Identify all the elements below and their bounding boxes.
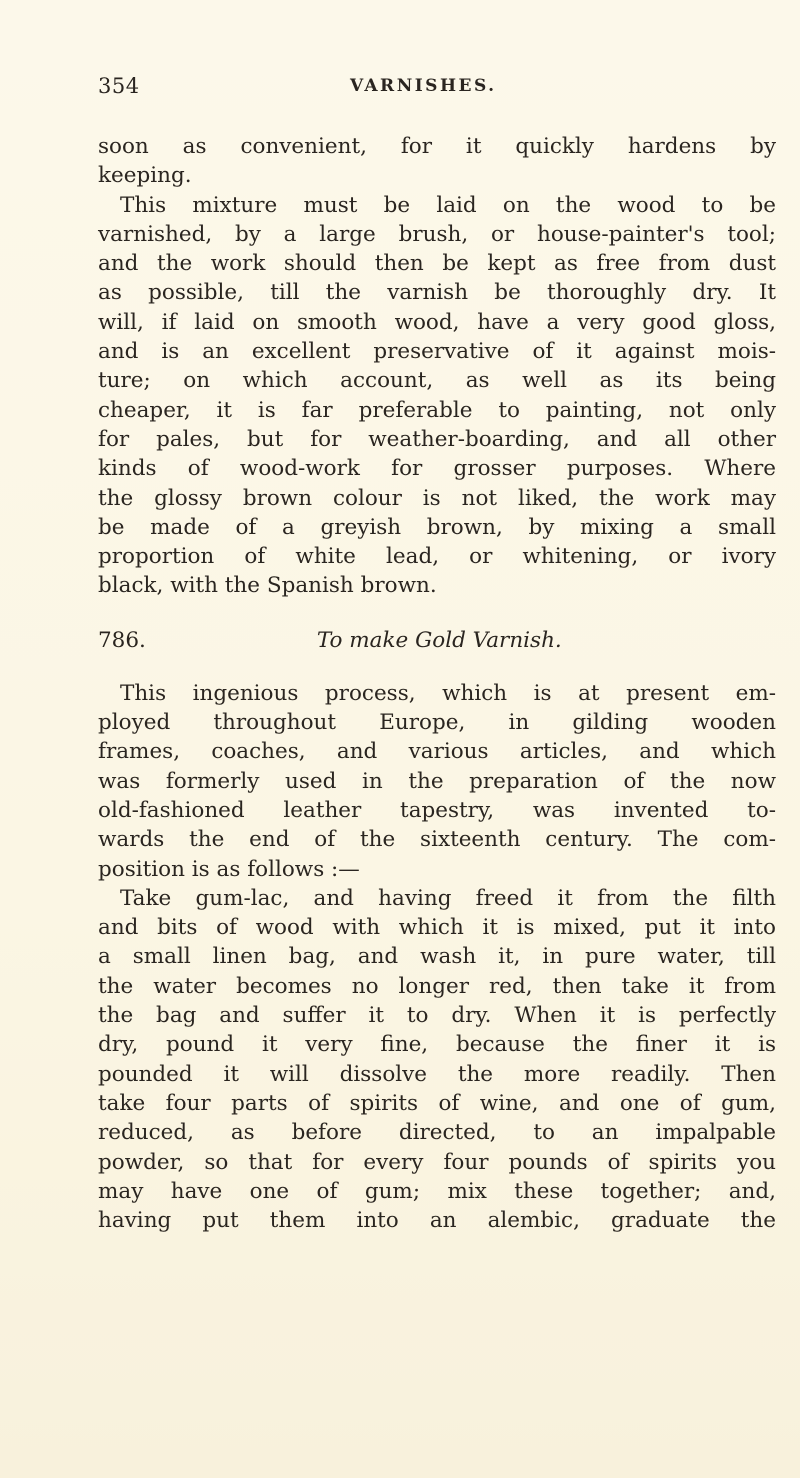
text-line: ture; on which account, as well as its being bbox=[98, 368, 776, 394]
text-line: kinds of wood-work for grosser purposes. Where bbox=[98, 456, 776, 482]
text-line: frames, coaches, and various articles, and which bbox=[98, 739, 776, 765]
text-line: and bits of wood with which it is mixed, put it into bbox=[98, 915, 776, 941]
text-line: ployed throughout Europe, in gilding wooden bbox=[98, 710, 776, 736]
text-line: may have one of gum; mix these together; and, bbox=[98, 1178, 776, 1204]
text-line: the bag and suffer it to dry. When it is perfectly bbox=[98, 1003, 776, 1029]
paragraph-intro bbox=[98, 679, 776, 884]
section-heading bbox=[98, 625, 776, 657]
spacer bbox=[98, 657, 776, 679]
text-line: the water becomes no longer red, then take it from bbox=[98, 973, 776, 999]
paragraph-continuation bbox=[98, 132, 776, 191]
paragraph-recipe bbox=[98, 884, 776, 1236]
text-line: proportion of white lead, or whitening, or ivory bbox=[98, 544, 776, 570]
paragraph-mixture bbox=[98, 191, 776, 601]
text-line: take four parts of spirits of wine, and one of gum, bbox=[98, 1090, 776, 1116]
text-line: Take gum-lac, and having freed it from the filth bbox=[120, 885, 776, 911]
text-line: pounded it will dissolve the more readily. Then bbox=[98, 1061, 776, 1087]
text-line: reduced, as before directed, to an impalpable bbox=[98, 1120, 776, 1146]
text-line: powder, so that for every four pounds of spirits you bbox=[98, 1149, 776, 1175]
text-line: having put them into an alembic, graduate the bbox=[98, 1208, 776, 1234]
text-line: This ingenious process, which is at present em- bbox=[120, 680, 776, 706]
text-line: position is as follows :— bbox=[98, 856, 360, 882]
text-line: the glossy brown colour is not liked, the work may bbox=[98, 485, 776, 511]
text-line: cheaper, it is far preferable to painting, not only bbox=[98, 397, 776, 423]
text-line: will, if laid on smooth wood, have a very good gloss, bbox=[98, 309, 776, 335]
text-line: black, with the Spanish brown. bbox=[98, 573, 437, 599]
running-title: VARNISHES. bbox=[350, 76, 497, 96]
text-line: dry, pound it very fine, because the finer it is bbox=[98, 1032, 776, 1058]
text-line: a small linen bag, and wash it, in pure water, till bbox=[98, 944, 776, 970]
spacer bbox=[98, 601, 776, 625]
text-line: soon as convenient, for it quickly hardens by bbox=[98, 134, 776, 159]
text-line: and the work should then be kept as free from dust bbox=[98, 251, 776, 277]
text-line: wards the end of the sixteenth century. The com- bbox=[98, 827, 776, 853]
text-line: old-fashioned leather tapestry, was invented to- bbox=[98, 797, 776, 823]
section-title: To make Gold Varnish. bbox=[316, 627, 562, 653]
page-header bbox=[98, 74, 778, 104]
section-number: 786. bbox=[98, 627, 146, 653]
text-line: This mixture must be laid on the wood to be bbox=[120, 192, 776, 218]
text-line: varnished, by a large brush, or house-painter's tool; bbox=[98, 221, 776, 247]
text-line: keeping. bbox=[98, 163, 192, 189]
text-line: for pales, but for weather-boarding, and all other bbox=[98, 426, 776, 452]
text-line: and is an excellent preservative of it against mois- bbox=[98, 339, 776, 365]
text-line: was formerly used in the preparation of the now bbox=[98, 768, 776, 794]
text-line: be made of a greyish brown, by mixing a small bbox=[98, 514, 776, 540]
page-number: 354 bbox=[98, 74, 140, 98]
body-text bbox=[98, 132, 776, 1235]
text-line: as possible, till the varnish be thoroughly dry. It bbox=[98, 280, 776, 306]
